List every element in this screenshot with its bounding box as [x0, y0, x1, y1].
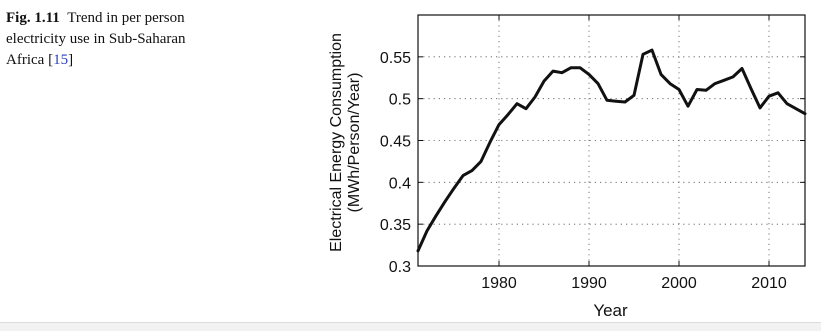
caption-ref-close: ] [68, 52, 74, 68]
grid [418, 15, 805, 266]
caption-label: Fig. 1.11 [6, 10, 60, 26]
y-axis-label-line: (MWh/Person/Year) [346, 72, 363, 213]
caption-ref-open: [ [48, 52, 54, 68]
y-tick-label: 0.55 [379, 49, 411, 67]
x-tick-label: 1980 [481, 275, 517, 292]
y-tick-label: 0.5 [388, 91, 411, 109]
y-tick-label: 0.4 [388, 175, 411, 193]
x-tick-label: 2010 [751, 275, 787, 292]
axis-labels [328, 33, 787, 320]
y-tick-label: 0.3 [388, 259, 411, 276]
x-axis-label: Year [593, 301, 628, 320]
series-line [418, 50, 805, 251]
y-axis-label-line: Electrical Energy Consumption [328, 33, 345, 252]
x-tick-label: 2000 [661, 275, 697, 292]
x-tick-label: 1990 [571, 275, 607, 292]
y-axis-label [328, 33, 363, 252]
caption-reference-link[interactable]: 15 [53, 52, 69, 68]
y-tick-label: 0.35 [379, 217, 411, 235]
y-tick-label: 0.45 [379, 133, 411, 151]
series [418, 50, 805, 251]
caption-text: Trend in per person electricity use in Sub-Saharan Africa [6, 10, 186, 68]
